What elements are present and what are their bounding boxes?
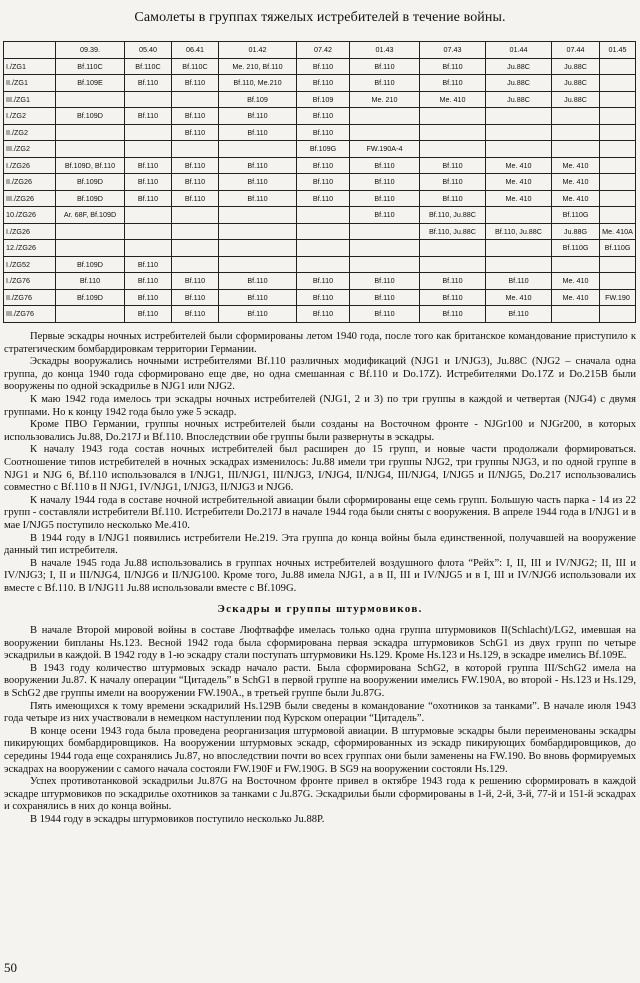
aircraft-cell <box>420 124 486 141</box>
table-row <box>4 174 636 191</box>
aircraft-cell: Bf.110C <box>125 58 172 75</box>
aircraft-cell: Bf.110 <box>56 273 125 290</box>
aircraft-cell <box>486 141 552 158</box>
aircraft-cell: Bf.109G <box>297 141 350 158</box>
aircraft-cell: Bf.110 <box>125 108 172 125</box>
unit-cell: II./ZG76 <box>4 289 56 306</box>
table-body <box>4 58 636 322</box>
aircraft-cell <box>350 108 420 125</box>
aircraft-cell: Bf.110 <box>297 124 350 141</box>
table-row <box>4 157 636 174</box>
aircraft-cell: Bf.110 <box>297 108 350 125</box>
aircraft-cell: Bf.110 <box>297 190 350 207</box>
aircraft-cell: FW.190 <box>600 289 636 306</box>
column-header: 07.44 <box>552 42 600 59</box>
aircraft-cell: Bf.109 <box>297 91 350 108</box>
aircraft-cell: Me. 410 <box>420 91 486 108</box>
column-header: 09.39. <box>56 42 125 59</box>
aircraft-cell: Bf.110 <box>420 58 486 75</box>
aircraft-cell: Bf.110 <box>172 289 219 306</box>
aircraft-cell: Ju.88C <box>486 58 552 75</box>
aircraft-cell: Bf.110 <box>420 306 486 323</box>
aircraft-cell: Bf.109D <box>56 190 125 207</box>
aircraft-cell: Me. 410 <box>486 174 552 191</box>
aircraft-cell: Me. 410 <box>552 289 600 306</box>
aircraft-cell <box>420 240 486 257</box>
column-header: 05.40 <box>125 42 172 59</box>
aircraft-cell: Bf.110 <box>297 174 350 191</box>
aircraft-cell <box>219 207 297 224</box>
aircraft-cell: Bf.109 <box>219 91 297 108</box>
aircraft-cell <box>297 240 350 257</box>
aircraft-cell: Bf.110 <box>125 75 172 92</box>
article-body <box>4 331 636 827</box>
aircraft-cell <box>125 124 172 141</box>
unit-cell: III./ZG26 <box>4 190 56 207</box>
aircraft-cell <box>172 141 219 158</box>
aircraft-cell: Bf.110 <box>172 306 219 323</box>
aircraft-cell: Bf.110 <box>125 273 172 290</box>
aircraft-cell <box>600 58 636 75</box>
aircraft-cell <box>172 223 219 240</box>
aircraft-cell <box>56 124 125 141</box>
unit-cell: III./ZG1 <box>4 91 56 108</box>
aircraft-cell <box>486 124 552 141</box>
aircraft-cell <box>125 91 172 108</box>
aircraft-cell <box>297 256 350 273</box>
aircraft-cell <box>600 141 636 158</box>
paragraph: В 1944 году в эскадры штурмовиков поступило несколько Ju.88P. <box>30 813 325 825</box>
unit-cell: 10./ZG26 <box>4 207 56 224</box>
table-row <box>4 190 636 207</box>
table-header-row <box>4 42 636 59</box>
paragraph: К началу 1944 года в составе ночной истребительной авиации были сформированы еще семь групп. Большую часть парка - 14 из 22 групп - составляли истребители Bf.110. Истребители Do.217J в начале 1944 года были сняты с вооружения. В апреле 1944 года в I/NJG1 и в мае I/NJG5 поступило несколько Me.410. <box>4 494 636 531</box>
aircraft-cell: Bf.110 <box>486 273 552 290</box>
aircraft-cell: FW.190A-4 <box>350 141 420 158</box>
aircraft-cell: Bf.110, Ju.88C <box>420 207 486 224</box>
aircraft-cell: Bf.109D <box>56 108 125 125</box>
table-row <box>4 256 636 273</box>
aircraft-cell: Ju.88C <box>552 58 600 75</box>
aircraft-cell: Bf.110 <box>172 190 219 207</box>
aircraft-cell: Ar. 68F, Bf.109D <box>56 207 125 224</box>
page-number: 50 <box>4 960 17 975</box>
unit-cell: III./ZG2 <box>4 141 56 158</box>
unit-cell: II./ZG26 <box>4 174 56 191</box>
column-header: 01.43 <box>350 42 420 59</box>
aircraft-cell: Bf.110 <box>219 190 297 207</box>
aircraft-cell: Bf.110 <box>172 174 219 191</box>
aircraft-cell <box>420 141 486 158</box>
column-header: 06.41 <box>172 42 219 59</box>
aircraft-cell: Bf.110C <box>172 58 219 75</box>
section-heading: Эскадры и группы штурмовиков. <box>217 603 423 616</box>
paragraph: В конце осени 1943 года была проведена реорганизация штурмовой авиации. В штурмовые эскадры были переименованы эскадры пикирующих бомбардировщиков. На вооружении штурмовых эскадр, сформированных из эскадр пикирующих бомбардировщиков, до середины 1944 года еще сохранялись Ju.87, но впоследствии почти во всех группах они были заменены на FW.190. Во вновь формируемых эскадрах на вооружении с самого начала состояли FW.190F и FW.190G. В SG9 на вооружении состояли Hs.129. <box>4 725 636 775</box>
table-row <box>4 240 636 257</box>
aircraft-cell: Bf.110 <box>172 75 219 92</box>
aircraft-cell <box>420 108 486 125</box>
aircraft-cell <box>552 124 600 141</box>
paragraph: В 1944 году в I/NJG1 появились истребители He.219. Эта группа до конца войны была единственной, получавшей на вооружение данный тип истребителя. <box>4 532 636 557</box>
table-row <box>4 91 636 108</box>
aircraft-cell <box>600 306 636 323</box>
aircraft-cell <box>600 75 636 92</box>
column-header: 01.45 <box>600 42 636 59</box>
aircraft-cell: Bf.110 <box>420 273 486 290</box>
aircraft-cell: Bf.109D <box>56 174 125 191</box>
aircraft-cell: Ju.88C <box>552 75 600 92</box>
unit-cell: II./ZG2 <box>4 124 56 141</box>
aircraft-cell <box>420 256 486 273</box>
paragraph: К маю 1942 года имелось три эскадры ночных истребителей (NJG1, 2 и 3) по три группы в каждой и четвертая (NJG4) с двумя группами. Но к концу 1942 года было уже 5 эскадр. <box>4 393 636 418</box>
aircraft-cell: Bf.110C <box>56 58 125 75</box>
paragraph: Эскадры вооружались ночными истребителями Bf.110 различных модификаций (NJG1 и I/NJG3), Ju.88C (NJG2 – сначала одна группа, до конца 1940 года сформировано еще две, но одна смешанная с Bf.110 и Do.17Z). Истребителями Do.17Z и Do.215B были вооружены по одной эскадрилье в NJG1 или NJG2. <box>4 356 636 393</box>
aircraft-cell <box>350 124 420 141</box>
table-row <box>4 108 636 125</box>
table-row <box>4 289 636 306</box>
aircraft-cell: Bf.110 <box>297 75 350 92</box>
aircraft-table <box>3 41 636 323</box>
aircraft-cell: Bf.110G <box>600 240 636 257</box>
aircraft-cell: Bf.110 <box>125 306 172 323</box>
column-header <box>4 42 56 59</box>
table-row <box>4 306 636 323</box>
aircraft-cell: Bf.110 <box>350 157 420 174</box>
paragraph: К началу 1943 года состав ночных истребителей был расширен до 15 групп, и новые части продолжали формироваться. Соотношение типов истребителей в ночных эскадрах изменилось: Ju.88 имели три группы NJG2, три группы NJG3, и по одной группе в NJG1 и NJG 6, Bf.110 использовался в I/NJG1, III/NJG1, III/NJG3, I/NJG4, II/NJG4, III/NJG4, I/NJG5 и II/NJG5, Do.217 использовались совместно с Bf.110 в II NJG1, IV/NJG1, I/NJG3, II/NJG3 и NJG6. <box>4 444 636 494</box>
aircraft-cell: Bf.110 <box>350 75 420 92</box>
aircraft-cell <box>172 207 219 224</box>
aircraft-cell: Bf.110 <box>350 58 420 75</box>
aircraft-cell <box>219 256 297 273</box>
aircraft-cell <box>552 256 600 273</box>
aircraft-cell: Bf.110 <box>297 273 350 290</box>
table-row <box>4 273 636 290</box>
aircraft-cell: Bf.110 <box>172 273 219 290</box>
aircraft-cell <box>486 108 552 125</box>
aircraft-cell: Bf.110 <box>350 306 420 323</box>
aircraft-cell <box>600 256 636 273</box>
aircraft-cell: Me. 410A <box>600 223 636 240</box>
aircraft-cell: Bf.110 <box>172 124 219 141</box>
aircraft-cell: Bf.110, Me.210 <box>219 75 297 92</box>
aircraft-cell <box>552 141 600 158</box>
column-header: 01.44 <box>486 42 552 59</box>
aircraft-cell: Bf.110 <box>350 289 420 306</box>
aircraft-cell: Me. 410 <box>552 190 600 207</box>
unit-cell: I./ZG1 <box>4 58 56 75</box>
aircraft-cell: Bf.110 <box>172 108 219 125</box>
column-header: 07.43 <box>420 42 486 59</box>
aircraft-cell <box>350 240 420 257</box>
aircraft-cell <box>552 108 600 125</box>
aircraft-cell: Bf.110 <box>420 190 486 207</box>
aircraft-cell: Bf.110 <box>350 207 420 224</box>
aircraft-cell <box>125 223 172 240</box>
aircraft-cell <box>219 240 297 257</box>
unit-cell: I./ZG26 <box>4 157 56 174</box>
aircraft-cell: Bf.110G <box>552 207 600 224</box>
aircraft-cell: Bf.110 <box>219 289 297 306</box>
aircraft-cell <box>600 124 636 141</box>
aircraft-cell <box>56 306 125 323</box>
aircraft-cell <box>486 256 552 273</box>
table-row <box>4 58 636 75</box>
unit-cell: I./ZG26 <box>4 223 56 240</box>
aircraft-cell: Bf.110 <box>350 190 420 207</box>
aircraft-cell <box>486 240 552 257</box>
aircraft-cell <box>350 223 420 240</box>
table-row <box>4 75 636 92</box>
unit-cell: III./ZG76 <box>4 306 56 323</box>
aircraft-cell: Ju.88G <box>552 223 600 240</box>
aircraft-cell <box>219 141 297 158</box>
aircraft-cell: Bf.110 <box>219 174 297 191</box>
aircraft-cell <box>56 91 125 108</box>
aircraft-cell: Ju.88C <box>486 75 552 92</box>
unit-cell: 12./ZG26 <box>4 240 56 257</box>
aircraft-cell <box>125 141 172 158</box>
aircraft-cell <box>600 190 636 207</box>
column-header: 07.42 <box>297 42 350 59</box>
aircraft-cell: Bf.109E <box>56 75 125 92</box>
aircraft-cell: Bf.110 <box>125 256 172 273</box>
aircraft-cell: Bf.110 <box>420 157 486 174</box>
aircraft-cell: Me. 210, Bf.110 <box>219 58 297 75</box>
unit-cell: II./ZG1 <box>4 75 56 92</box>
aircraft-cell <box>600 157 636 174</box>
paragraph: В начале Второй мировой войны в составе Люфтваффе имелась только одна группа штурмовиков II(Schlacht)/LG2, имевшая на вооружении бипланы Hs.123. Весной 1942 года была сформирована первая эскадра штурмовиков SchG1 из двух групп по четыре эскадрильи в каждой. В 1942 году в 1-ю эскадру стали поступать штурмовики Hs.129. Кроме Hs.123 и Hs.129, в эскадре имелись Bf.109E. <box>4 625 636 662</box>
table-row <box>4 124 636 141</box>
aircraft-cell: Bf.110 <box>297 306 350 323</box>
aircraft-cell: Bf.110 <box>219 124 297 141</box>
unit-cell: I./ZG2 <box>4 108 56 125</box>
column-header: 01.42 <box>219 42 297 59</box>
aircraft-cell: Bf.110 <box>219 306 297 323</box>
aircraft-cell: Bf.110 <box>172 157 219 174</box>
aircraft-cell: Bf.110 <box>486 306 552 323</box>
paragraph: Кроме ПВО Германии, группы ночных истребителей были созданы на Восточном фронте - NJGr100 и NJGr200, в которых использовались Ju.88, Do.217J и Bf.110. Впоследствии обе группы были развернуты в эскадры. <box>4 419 636 443</box>
aircraft-cell <box>600 174 636 191</box>
paragraph: В начале 1945 года Ju.88 использовались в группах ночных истребителей воздушного флота “Рейх”: I, II, III и IV/NJG2; II, III и IV/NJG3; I, II и III/NJG4, II/NJG6 и II/NJG100. Кроме того, Ju.88 имела NJG1, а в II, III и IV/NJG5 и в I, III и IV/NJG6 использовали их вместе с Bf.110. В I/NJG11 Ju.88 использовали вместе с Bf.109G. <box>4 557 636 594</box>
aircraft-cell: Me. 410 <box>552 157 600 174</box>
aircraft-cell: Bf.110, Ju.88C <box>486 223 552 240</box>
aircraft-cell <box>552 306 600 323</box>
aircraft-cell: Bf.110 <box>219 108 297 125</box>
aircraft-cell: Bf.110 <box>420 75 486 92</box>
aircraft-cell <box>600 273 636 290</box>
aircraft-cell: Bf.110 <box>219 273 297 290</box>
unit-cell: I./ZG52 <box>4 256 56 273</box>
aircraft-cell: Bf.110 <box>350 273 420 290</box>
aircraft-cell <box>125 207 172 224</box>
aircraft-cell: Bf.110 <box>125 157 172 174</box>
aircraft-cell: Bf.110 <box>125 190 172 207</box>
aircraft-cell <box>56 240 125 257</box>
aircraft-cell <box>172 256 219 273</box>
aircraft-cell <box>56 141 125 158</box>
aircraft-cell <box>600 207 636 224</box>
aircraft-cell: Bf.110 <box>125 289 172 306</box>
aircraft-cell: Me. 410 <box>552 273 600 290</box>
aircraft-cell: Bf.110 <box>350 174 420 191</box>
aircraft-cell: Me. 410 <box>486 157 552 174</box>
unit-cell: I./ZG76 <box>4 273 56 290</box>
aircraft-cell: Bf.110 <box>297 289 350 306</box>
aircraft-cell: Bf.110 <box>420 174 486 191</box>
aircraft-cell <box>125 240 172 257</box>
aircraft-cell: Bf.109D <box>56 256 125 273</box>
aircraft-cell: Bf.110 <box>297 157 350 174</box>
paragraph: В 1943 году количество штурмовых эскадр начало расти. Была сформирована SchG2, в которой группа III/SchG2 имела на вооружении Ju.87. К началу операции “Цитадель” в SchG1 в первой группе на вооружении имелись FW.190A, во второй - Hs.123 и Hs.129, в SchG2 две группы имели на вооружении FW.190A., в третьей группе были Ju.87G. <box>4 662 636 700</box>
aircraft-cell: Bf.110 <box>219 157 297 174</box>
aircraft-cell <box>486 207 552 224</box>
aircraft-cell <box>350 256 420 273</box>
table-row <box>4 207 636 224</box>
aircraft-cell: Me. 410 <box>486 190 552 207</box>
aircraft-cell: Me. 410 <box>486 289 552 306</box>
aircraft-cell: Me. 410 <box>552 174 600 191</box>
aircraft-cell: Bf.110 <box>297 58 350 75</box>
paragraph: Первые эскадры ночных истребителей были сформированы летом 1940 года, после того как британское командование приступило к стратегическим бомбардировкам территории Германии. <box>4 331 636 355</box>
aircraft-cell: Bf.109D <box>56 289 125 306</box>
aircraft-cell <box>172 91 219 108</box>
table-row <box>4 223 636 240</box>
aircraft-cell: Ju.88C <box>486 91 552 108</box>
aircraft-cell <box>297 207 350 224</box>
aircraft-cell: Bf.110 <box>125 174 172 191</box>
aircraft-cell: Me. 210 <box>350 91 420 108</box>
aircraft-cell: Bf.109D, Bf.110 <box>56 157 125 174</box>
aircraft-cell: Bf.110, Ju.88C <box>420 223 486 240</box>
paragraph: Успех противотанковой эскадрильи Ju.87G на Восточном фронте привел в октябре 1943 года к решению сформировать в каждой эскадре штурмовиков по эскадрилье охотников за танками с Ju.87G. Эскадрильи были сформированы в 1-й, 2-й, 3-й, 77-й и 151-й эскадрах и сохранялись в них до конца войны. <box>4 776 636 813</box>
aircraft-cell: Bf.110G <box>552 240 600 257</box>
aircraft-cell <box>600 91 636 108</box>
aircraft-cell <box>600 108 636 125</box>
aircraft-cell <box>56 223 125 240</box>
table-row <box>4 141 636 158</box>
aircraft-cell: Bf.110 <box>420 289 486 306</box>
page-title: Самолеты в группах тяжелых истребителей в течение войны. <box>134 10 506 25</box>
aircraft-cell <box>219 223 297 240</box>
aircraft-cell <box>297 223 350 240</box>
aircraft-cell <box>172 240 219 257</box>
aircraft-cell: Ju.88C <box>552 91 600 108</box>
paragraph: Пять имеющихся к тому времени эскадрилий Hs.129B были сведены в командование “охотников за танками”. В начале июля 1943 года четыре из них участвовали в немецком наступлении под Курском операции “Цитадель”. <box>4 700 636 725</box>
